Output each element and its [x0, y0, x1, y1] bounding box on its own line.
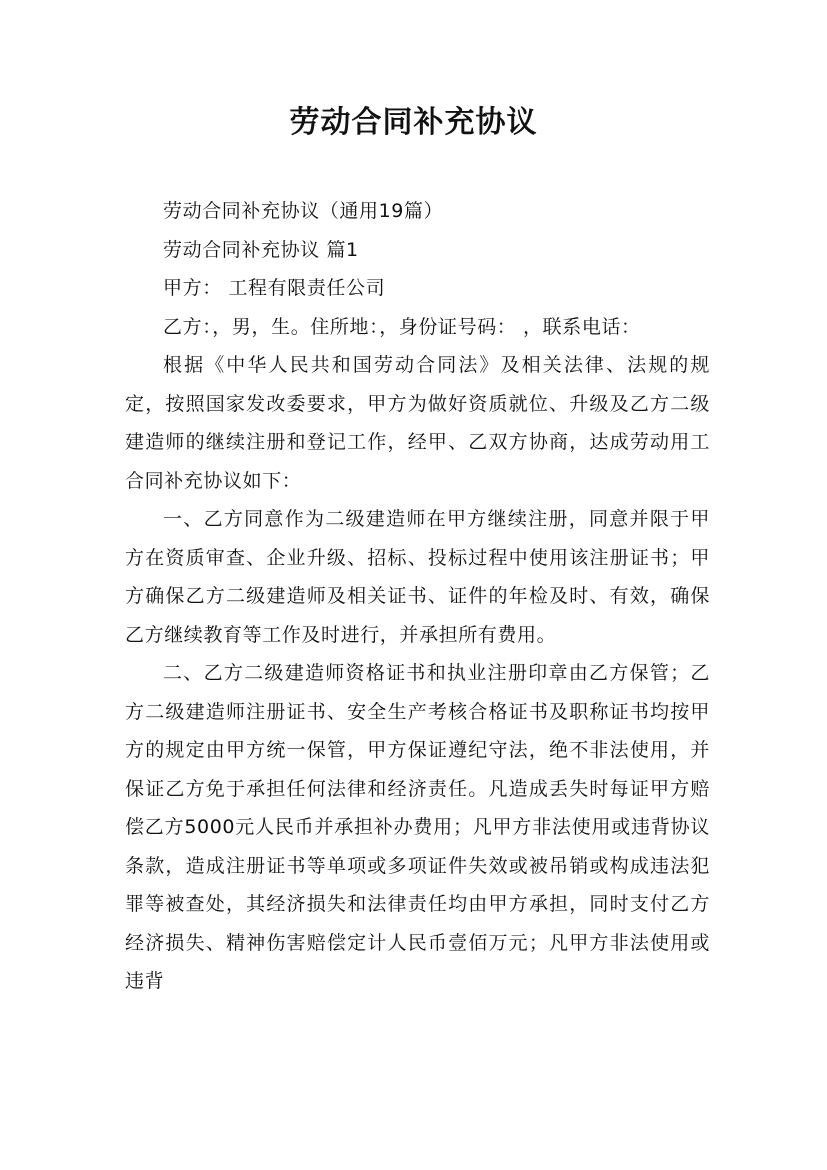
document-body [125, 192, 710, 1001]
clause-2-paragraph: 二、乙方二级建造师资格证书和执业注册印章由乙方保管；乙方二级建造师注册证书、安全生产考核合格证书及职称证书均按甲方的规定由甲方统一保管，甲方保证遵纪守法，绝不非法使用，并保证乙方免于承担任何法律和经济责任。凡造成丢失时每证甲方赔偿乙方5000元人民币并承担补办费用；凡甲方非法使用或违背协议条款，造成注册证书等单项或多项证件失效或被吊销或构成违法犯罪等被查处，其经济损失和法律责任均由甲方承担，同时支付乙方经济损失、精神伤害赔偿定计人民币壹佰万元；凡甲方非法使用或违背 [125, 662, 710, 992]
document-title: 劳动合同补充协议 [289, 105, 538, 140]
party-b-line: 乙方：，男，生。住所地：，身份证号码： ，联系电话： [163, 315, 641, 338]
document-subtitle: 劳动合同补充协议（通用19篇） [163, 200, 444, 222]
clause-1-paragraph: 一、乙方同意作为二级建造师在甲方继续注册，同意并限于甲方在资质审查、企业升级、招标、投标过程中使用该注册证书；甲方确保乙方二级建造师及相关证书、证件的年检及时、有效，确保乙方继续教育等工作及时进行，并承担所有费用。 [125, 508, 710, 646]
preamble-paragraph: 根据《中华人民共和国劳动合同法》及相关法律、法规的规定，按照国家发改委要求，甲方为做好资质就位、升级及乙方二级建造师的继续注册和登记工作，经甲、乙双方协商，达成劳动用工合同补充协议如下： [125, 354, 710, 492]
section-heading: 劳动合同补充协议 篇1 [163, 238, 359, 261]
party-a-line: 甲方： 工程有限责任公司 [163, 277, 386, 299]
